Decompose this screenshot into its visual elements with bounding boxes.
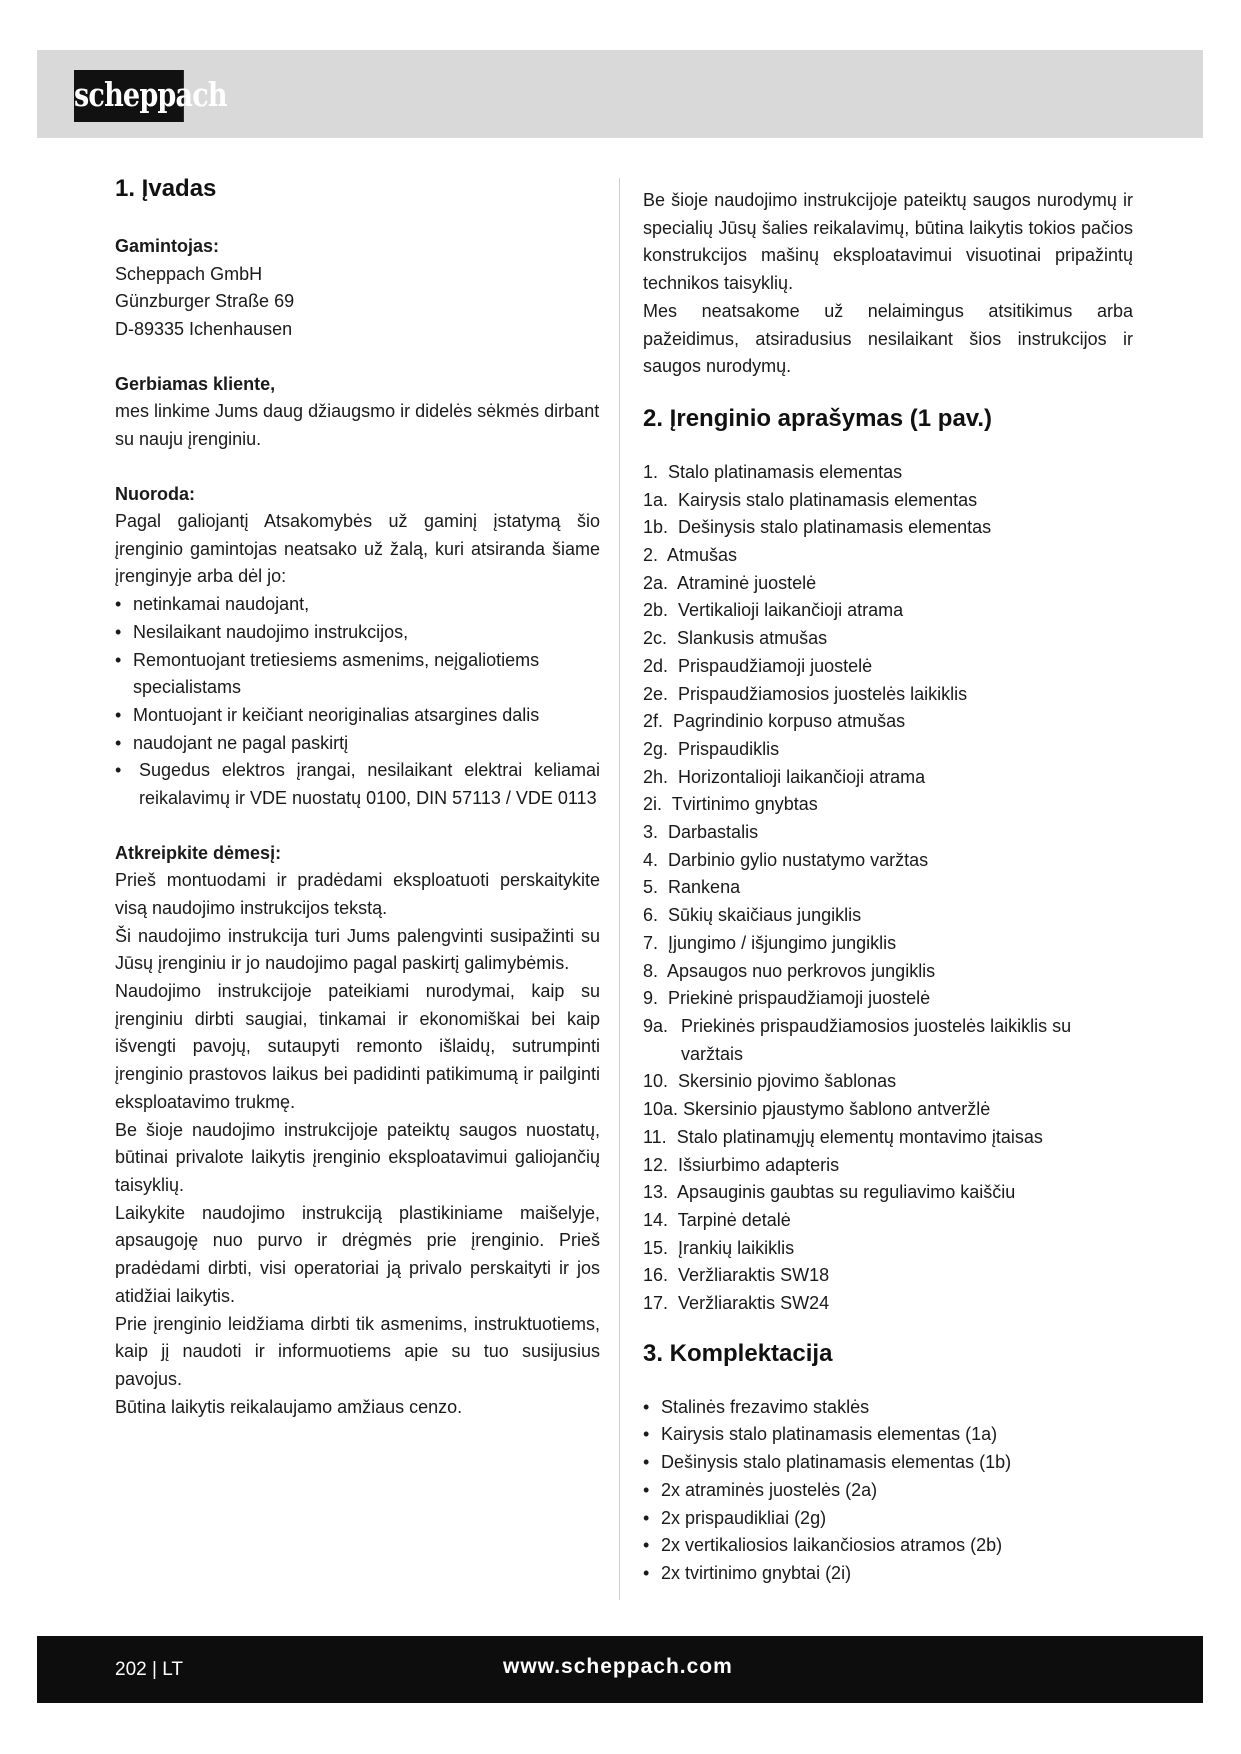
list-item: • Sugedus elektros įrangai, nesilaikant elektrai keliamai reikalavimų ir VDE nuostatų 0100, DIN 57113 / VDE 0113: [115, 757, 600, 812]
list-item: 14. Tarpinė detalė: [643, 1209, 791, 1230]
attention-paragraph: Prie įrenginio leidžiama dirbti tik asmenims, instruktuotiems, kaip jį naudoti ir informuotiems apie su tuo susijusius pavojus.: [115, 1313, 600, 1389]
page-footer: [37, 1636, 1203, 1703]
dear-customer-text: mes linkime Jums daug džiaugsmo ir didelės sėkmės dirbant su nauju įrenginiu.: [115, 401, 600, 449]
list-item: 2i. Tvirtinimo gnybtas: [643, 794, 818, 815]
page-number: 202 | LT: [115, 1659, 183, 1680]
manufacturer-label: Gamintojas:: [115, 236, 220, 256]
manufacturer-line: Scheppach GmbH: [115, 263, 263, 284]
list-item: • 2x tvirtinimo gnybtai (2i): [643, 1560, 1133, 1588]
list-item: 1. Stalo platinamasis elementas: [643, 461, 903, 482]
dear-customer-label: Gerbiamas kliente,: [115, 373, 276, 394]
list-item: 2. Atmušas: [643, 545, 738, 566]
list-item: 2a. Atraminė juostelė: [643, 572, 817, 593]
section-2-title: 2. Įrenginio aprašymas (1 pav.): [643, 404, 993, 432]
scheppach-logo: scheppach: [74, 70, 184, 122]
list-item: 2d. Prispaudžiamoji juostelė: [643, 655, 873, 676]
list-item: 2e. Prispaudžiamosios juostelės laikiklis: [643, 683, 968, 704]
list-item: 2f. Pagrindinio korpuso atmušas: [643, 711, 906, 732]
list-item: 16. Veržliaraktis SW18: [643, 1265, 830, 1286]
attention-paragraph: Prieš montuodami ir pradėdami eksploatuoti perskaitykite visą naudojimo instrukcijos tekstą.: [115, 870, 600, 918]
page-header: [37, 50, 1203, 138]
right-column: [643, 187, 1133, 1588]
kit-list: [643, 1394, 1133, 1588]
list-item: 15. Įrankių laikiklis: [643, 1237, 795, 1258]
list-item: • naudojant ne pagal paskirtį: [115, 730, 600, 758]
list-item: 2b. Vertikalioji laikančioji atrama: [643, 600, 904, 621]
attention-paragraph: Laikykite naudojimo instrukciją plastikiniame maišelyje, apsaugoję nuo purvo ir drėgmės prie įrenginio. Prieš pradėdami dirbti, visi operatoriai ją privalo perskaityti ir jos atidžiai laikytis.: [115, 1202, 600, 1306]
parts-list: [643, 459, 1133, 1318]
left-column: [115, 175, 600, 1421]
manufacturer-line: D-89335 Ichenhausen: [115, 318, 293, 339]
list-item: 1b. Dešinysis stalo platinamasis elementas: [643, 517, 992, 538]
list-item: • 2x prispaudikliai (2g): [643, 1505, 1133, 1533]
list-item: 1a. Kairysis stalo platinamasis elementas: [643, 489, 978, 510]
list-item: • Montuojant ir keičiant neoriginalias atsargines dalis: [115, 702, 600, 730]
list-item: 9a. Priekinės prispaudžiamosios juostelės laikiklis su varžtais: [643, 1015, 1072, 1064]
section-3-title: 3. Komplektacija: [643, 1339, 833, 1367]
list-item: 17. Veržliaraktis SW24: [643, 1293, 830, 1314]
attention-label: Atkreipkite dėmesį:: [115, 842, 282, 863]
list-item: 6. Sūkių skaičiaus jungiklis: [643, 905, 862, 926]
list-item: • Kairysis stalo platinamasis elementas (1a): [643, 1421, 1133, 1449]
attention-paragraph: Ši naudojimo instrukcija turi Jums palengvinti susipažinti su Jūsų įrenginiu ir jo naudojimo pagal paskirtį galimybėmis.: [115, 925, 600, 974]
attention-paragraph: Naudojimo instrukcijoje pateikiami nurodymai, kaip su įrenginiu dirbti saugiai, tinkamai ir ekonomiškai bei kaip išvengti pavojų, sutaupyti remonto išlaidų, sutrumpinti įrenginio prastovos laikus bei padidinti patikimumą ir pailginti eksploatavimo trukmę.: [115, 981, 600, 1112]
list-item: • Stalinės frezavimo staklės: [643, 1394, 1133, 1422]
list-item: 2c. Slankusis atmušas: [643, 628, 828, 649]
list-item: • Nesilaikant naudojimo instrukcijos,: [115, 619, 600, 647]
section-1-title: 1. Įvadas: [115, 175, 217, 202]
list-item: • 2x vertikaliosios laikančiosios atramos (2b): [643, 1532, 1133, 1560]
manufacturer-line: Günzburger Straße 69: [115, 291, 295, 312]
list-item: 10. Skersinio pjovimo šablonas: [643, 1071, 897, 1092]
list-item: • Dešinysis stalo platinamasis elementas (1b): [643, 1449, 1133, 1477]
list-item: 13. Apsauginis gaubtas su reguliavimo kaiščiu: [643, 1182, 1016, 1203]
notice-label: Nuoroda:: [115, 483, 195, 504]
list-item: • 2x atraminės juostelės (2a): [643, 1477, 1133, 1505]
list-item: • Remontuojant tretiesiems asmenims, neįgaliotiems specialistams: [115, 647, 600, 702]
list-item: 4. Darbinio gylio nustatymo varžtas: [643, 849, 929, 870]
list-item: 8. Apsaugos nuo perkrovos jungiklis: [643, 960, 936, 981]
list-item: 11. Stalo platinamųjų elementų montavimo įtaisas: [643, 1126, 1043, 1147]
notice-bullet-list: [115, 591, 600, 813]
list-item: 5. Rankena: [643, 877, 741, 898]
list-item: 9. Priekinė prispaudžiamoji juostelė: [643, 988, 931, 1009]
attention-paragraph: Būtina laikytis reikalaujamo amžiaus cenzo.: [115, 1396, 463, 1417]
column-divider: [619, 178, 620, 1600]
list-item: 2h. Horizontalioji laikančioji atrama: [643, 766, 926, 787]
list-item: 3. Darbastalis: [643, 822, 759, 843]
list-item: 10a. Skersinio pjaustymo šablono antveržlė: [643, 1099, 991, 1120]
intro-paragraph: Be šioje naudojimo instrukcijoje pateiktų saugos nurodymų ir specialių Jūsų šalies reikalavimų, būtina laikytis tokios pačios konstrukcijos mašinų eksploatavimui visuotinai pripažintų technikos taisyklių.: [643, 190, 1133, 294]
list-item: 12. Išsiurbimo adapteris: [643, 1154, 840, 1175]
list-item: 2g. Prispaudiklis: [643, 738, 780, 759]
list-item: 7. Įjungimo / išjungimo jungiklis: [643, 932, 897, 953]
notice-text: Pagal galiojantį Atsakomybės už gaminį įstatymą šio įrenginio gamintojas neatsako už žalą, kuri atsiranda šiame įrenginyje arba dėl jo:: [115, 511, 600, 587]
attention-paragraph: Be šioje naudojimo instrukcijoje pateiktų saugos nuostatų, būtinai privalote laikytis įrenginio eksploatavimui galiojančių taisyklių.: [115, 1119, 600, 1195]
list-item: • netinkamai naudojant,: [115, 591, 600, 619]
website-link[interactable]: www.scheppach.com: [503, 1655, 733, 1678]
intro-paragraph: Mes neatsakome už nelaimingus atsitikimus arba pažeidimus, atsiradusius nesilaikant šios instrukcijos ir saugos nurodymų.: [643, 300, 1133, 377]
